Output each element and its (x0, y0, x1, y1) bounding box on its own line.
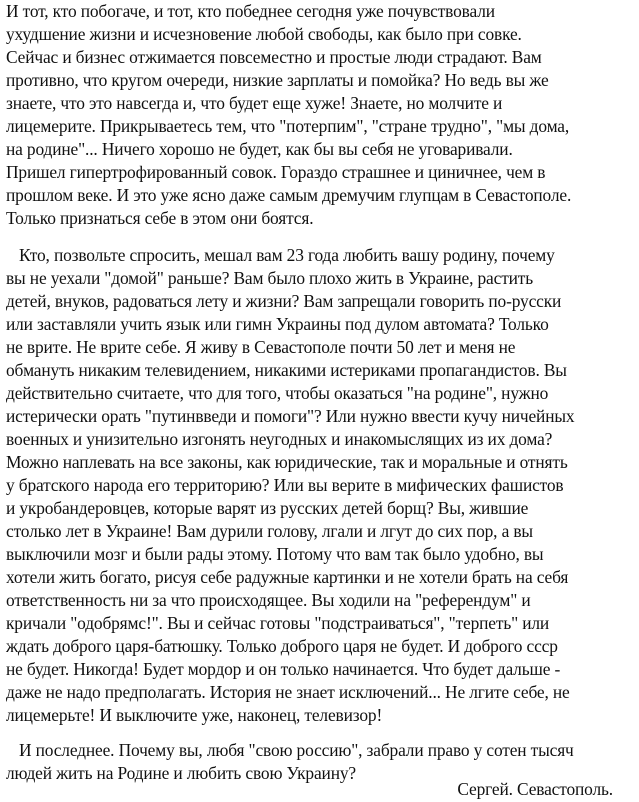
text-line: И последнее. Почему вы, любя "свою россию", забрали право у сотен тысяч (19, 740, 574, 760)
text-line: не врите. Не врите себе. Я живу в Севастополе почти 50 лет и меня не (6, 337, 516, 357)
text-line: Кто, позвольте спросить, мешал вам 23 года любить вашу родину, почему (19, 245, 555, 265)
text-line: противно, что кругом очереди, низкие зарплаты и помойка? Но ведь вы же (6, 70, 549, 90)
text-line: выключили мозг и были рады этому. Потому что вам так было удобно, вы (6, 544, 544, 564)
text-line: истерически орать "путинвведи и помоги"? Или нужно ввести кучу ничейных (6, 406, 575, 426)
text-line: или заставляли учить язык или гимн Украины под дулом автомата? Только (6, 314, 549, 334)
text-line: И тот, кто побогаче, и тот, кто победнее сегодня уже почувствовали (6, 1, 495, 21)
text-line: прошлом веке. И это уже ясно даже самым дремучим глупцам в Севастополе. (6, 185, 572, 205)
signature: Сергей. Севастополь. (457, 779, 613, 799)
text-line: даже не надо предполагать. История не знает исключений... Не лгите себе, не (6, 682, 570, 702)
text-line: обмануть никаким телевидением, никакими истериками пропагандистов. Вы (6, 360, 567, 380)
text-line: на родине"... Ничего хорошо не будет, как бы вы себя не уговаривали. (6, 139, 513, 159)
text-line: ответственность ни за что происходящее. Вы ходили на "референдум" и (6, 590, 531, 610)
text-line: Сейчас и бизнес отжимается повсеместно и простые люди страдают. Вам (6, 47, 542, 67)
text-line: военных и унизительно изгонять неугодных и инакомыслящих из их дома? (6, 429, 553, 449)
text-line: кричали "одобрямс!". Вы и сейчас готовы "подстраиваться", "терпеть" или (6, 613, 550, 633)
text-line: ждать доброго царя-батюшку. Только доброго царя не будет. И доброго ссср (6, 636, 558, 656)
text-line: и укробандеровцев, которые варят из русских детей борщ? Вы, жившие (6, 498, 529, 518)
text-line: Только признаться себе в этом они боятся. (6, 208, 314, 228)
text-line: ухудшение жизни и исчезновение любой свободы, как было при совке. (6, 24, 522, 44)
text-line: хотели жить богато, рисуя себе радужные картинки и не хотели брать на себя (6, 567, 569, 587)
text-line: людей жить на Родине и любить свою Украину? (6, 763, 356, 783)
text-line: лицемерьте! И выключите уже, наконец, телевизор! (6, 705, 383, 725)
text-line: лицемерите. Прикрываетесь тем, что "потерпим", "стране трудно", "мы дома, (6, 116, 570, 136)
text-line: детей, внуков, радоваться лету и жизни? Вам запрещали говорить по-русски (6, 291, 562, 311)
text-line: столько лет в Украине! Вам дурили голову, лгали и лгут до сих пор, а вы (6, 521, 533, 541)
text-line: у братского народа его территорию? Или вы верите в мифических фашистов (6, 475, 564, 495)
text-line: действительно считаете, что для того, чтобы оказаться "на родине", нужно (6, 383, 549, 403)
text-line: не будет. Никогда! Будет мордор и он только начинается. Что будет дальше - (6, 659, 561, 679)
text-line: Пришел гипертрофированный совок. Гораздо страшнее и циничнее, чем в (6, 162, 546, 182)
text-line: вы не уехали "домой" раньше? Вам было плохо жить в Украине, растить (6, 268, 534, 288)
text-line: Можно наплевать на все законы, как юридические, так и моральные и отнять (6, 452, 568, 472)
text-line: знаете, что это навсегда и, что будет еще хуже! Знаете, но молчите и (6, 93, 503, 113)
